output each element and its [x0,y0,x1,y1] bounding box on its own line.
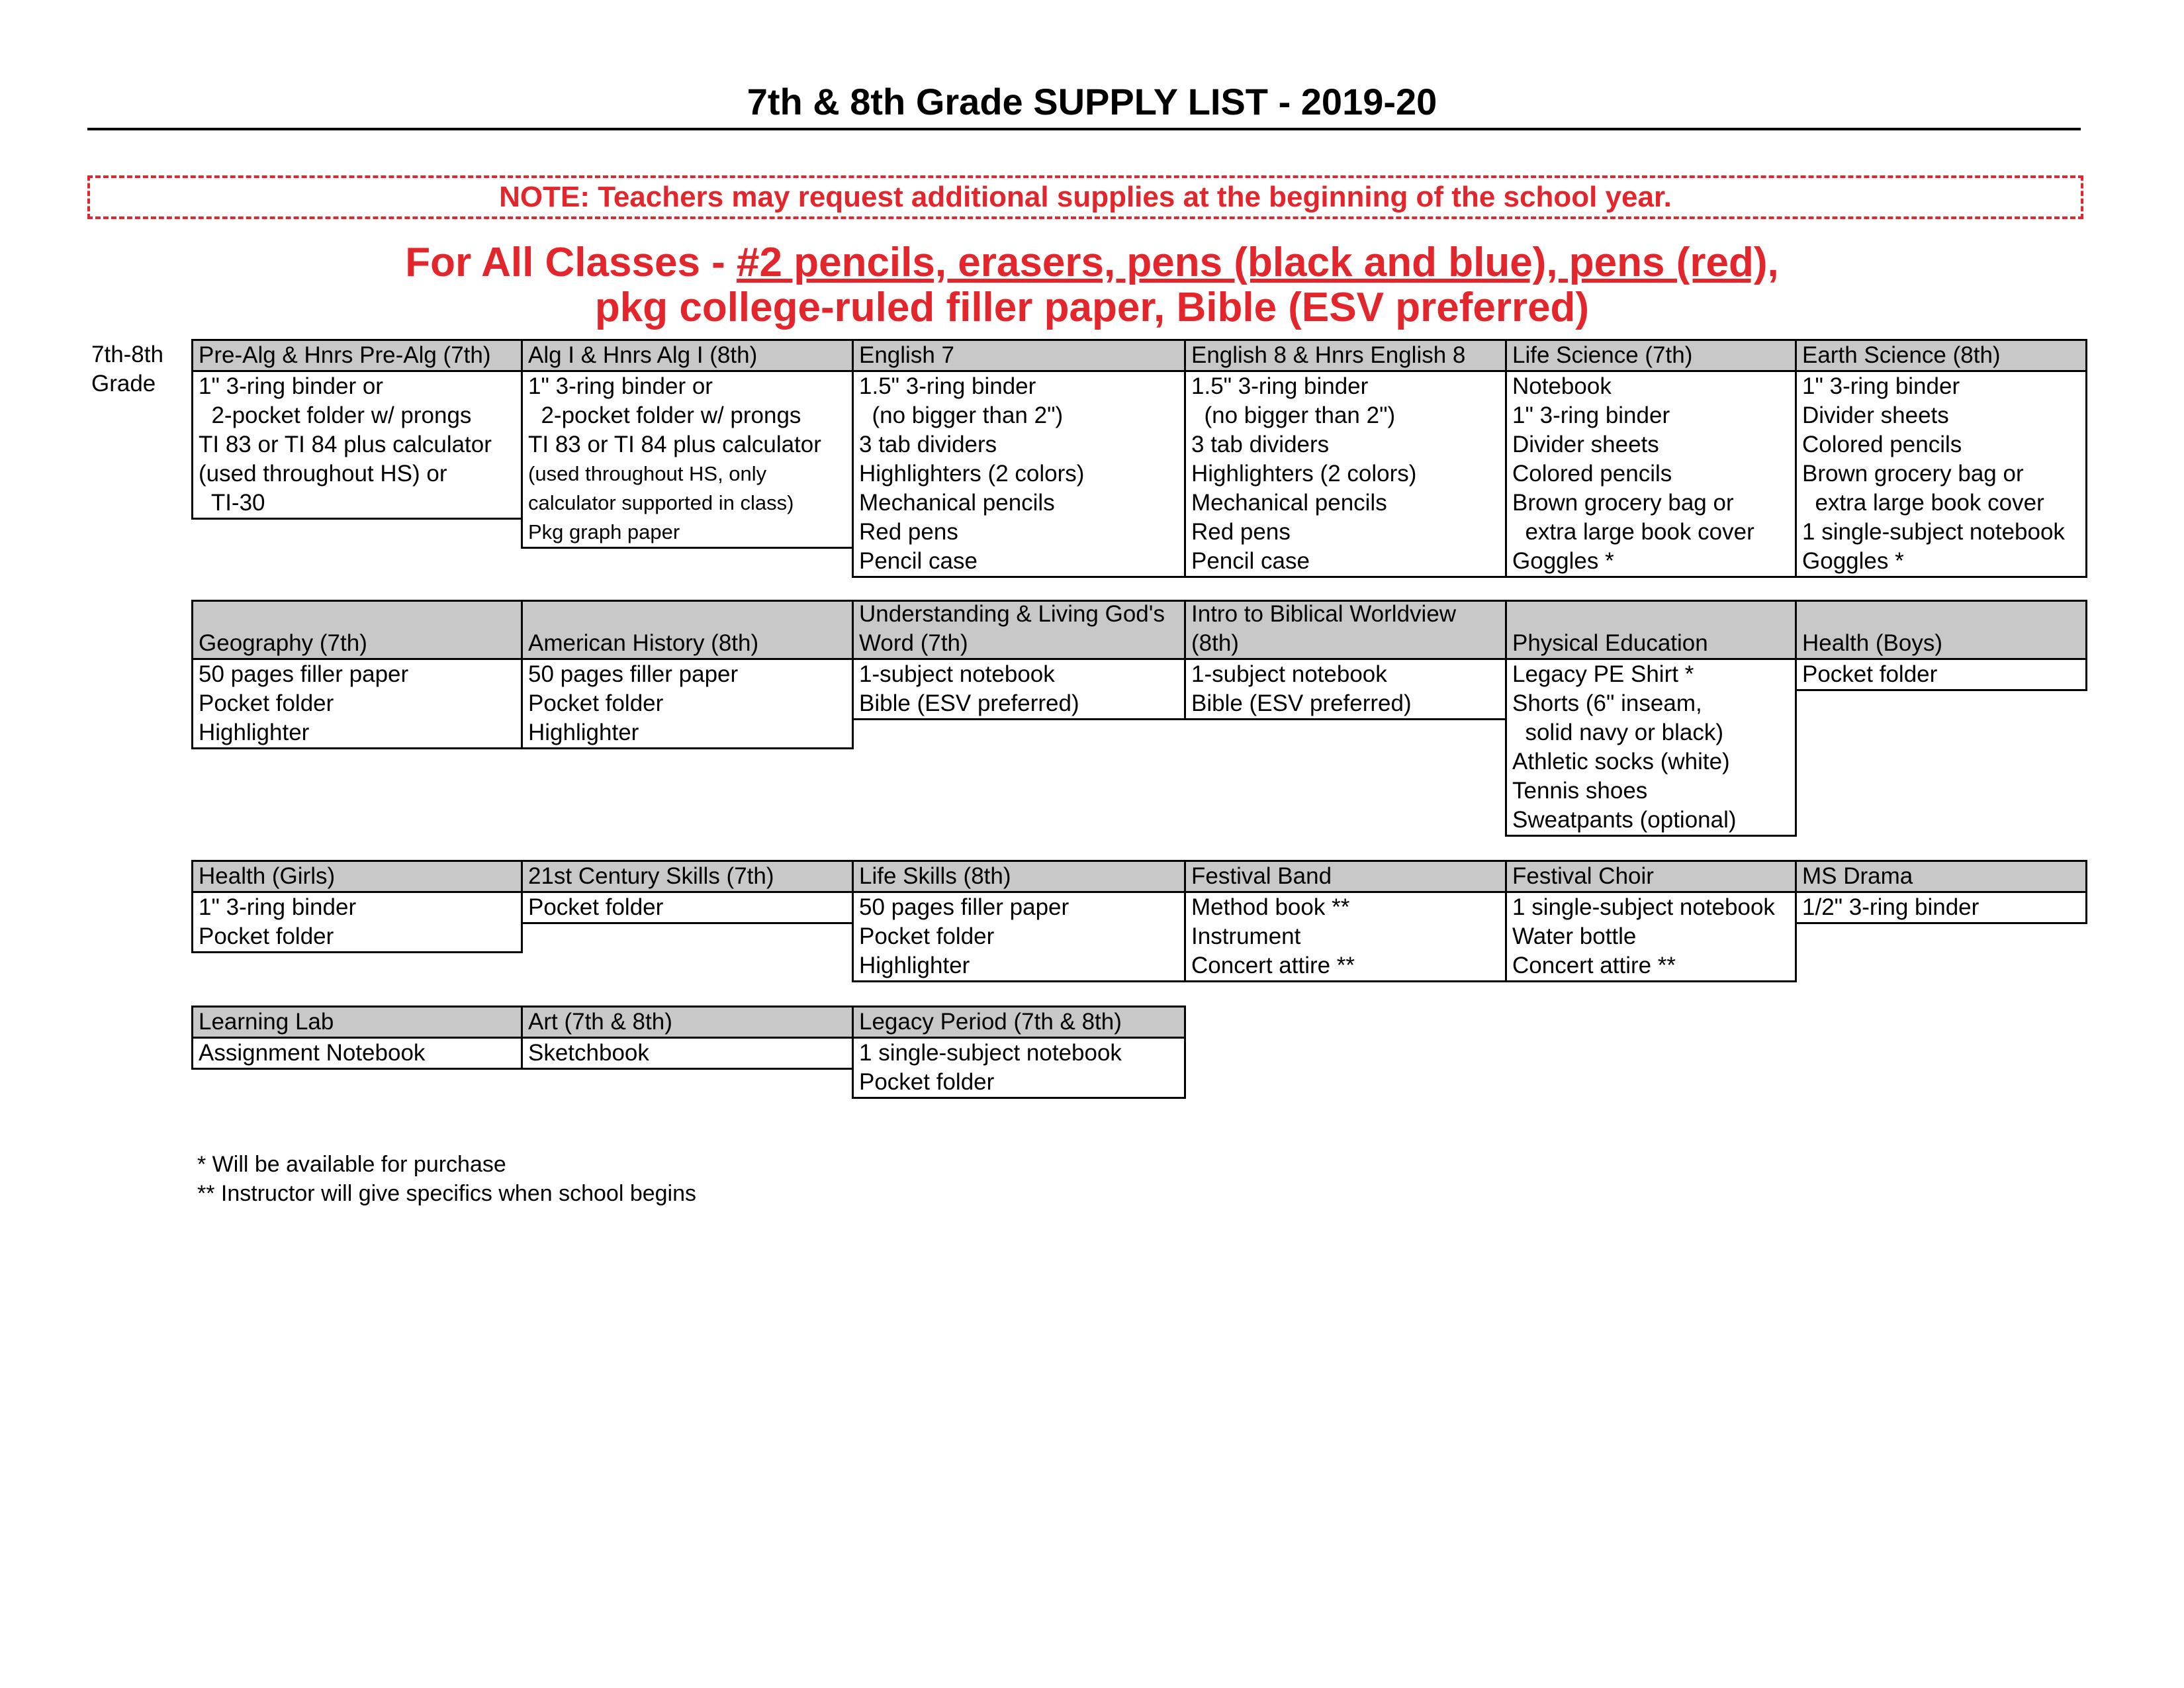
supply-item: Method book ** [1191,894,1350,920]
supply-items-list [1797,893,2085,922]
class-column-american-history-8th [521,600,854,749]
class-column-life-science-7th [1505,339,1797,578]
class-header-line: Legacy Period (7th & 8th) [859,1009,1122,1035]
supply-item: 1" 3-ring binder or [528,373,713,399]
supply-item: Assignment Notebook [199,1040,426,1066]
supply-items-list [1797,660,2085,689]
supply-item: Pencil case [1191,548,1310,574]
class-header [1186,341,1505,372]
class-header [193,602,521,660]
all-classes-prefix: For All Classes - [405,240,737,285]
supply-item: Pocket folder [1802,661,1938,687]
supply-item: (used throughout HS, only [528,462,767,485]
supply-items-list [1507,372,1795,576]
supply-item: 1" 3-ring binder [199,894,357,920]
supply-items-list [193,660,521,747]
supply-item: Goggles * [1512,548,1614,574]
class-header [523,602,852,660]
supply-item: Mechanical pencils [859,490,1055,516]
supply-item: 2-pocket folder w/ prongs [528,402,801,428]
class-header-line: Alg I & Hnrs Alg I (8th) [528,342,758,368]
class-header [854,862,1184,893]
supply-items-list [854,893,1184,980]
class-header-line: Geography (7th) [199,630,367,656]
supply-item: extra large book cover [1512,519,1754,545]
class-column-health-boys [1795,600,2087,691]
grade-label-line-1: 7th-8th [91,342,163,367]
supply-item: 3 tab dividers [1191,432,1330,457]
supply-item: 1.5" 3-ring binder [1191,373,1369,399]
all-classes-line-2: pkg college-ruled filler paper, Bible (ESV preferred) [594,285,1590,330]
class-column-physical-education [1505,600,1797,837]
supply-item: Pocket folder [859,923,995,949]
class-header [1507,862,1795,893]
supply-item: 50 pages filler paper [199,661,409,687]
class-header-line: Health (Boys) [1802,630,1943,656]
class-header-line: 21st Century Skills (7th) [528,863,774,889]
class-column-english-7 [852,339,1186,578]
class-column-festival-band [1184,860,1507,982]
class-header [1797,602,2085,660]
supply-item: Goggles * [1802,548,1904,574]
class-column-art-7th-8th [521,1006,854,1070]
class-column-pre-alg-hnrs-pre-alg-7th [191,339,523,520]
class-header [523,341,852,372]
supply-item: Highlighters (2 colors) [859,461,1085,487]
class-column-ms-drama [1795,860,2087,924]
supply-items-list [854,660,1184,718]
supply-item: Divider sheets [1802,402,1949,428]
class-header-line: Intro to Biblical Worldview [1191,602,1457,627]
supply-item: Legacy PE Shirt * [1512,661,1694,687]
class-header-line: Art (7th & 8th) [528,1009,672,1035]
supply-item: Instrument [1191,923,1301,949]
supply-item: Pocket folder [199,923,334,949]
supply-item: Pocket folder [528,690,664,716]
supply-item: Highlighter [859,953,970,978]
supply-item: 1-subject notebook [1191,661,1387,687]
supply-items-list [1186,372,1505,576]
class-column-geography-7th [191,600,523,749]
supply-item: 1" 3-ring binder [1802,373,1960,399]
class-column-english-8-hnrs-english-8 [1184,339,1507,578]
class-header [1186,862,1505,893]
class-header [854,1008,1184,1039]
class-column-legacy-period-7th-8th [852,1006,1186,1099]
class-header [1186,602,1505,660]
footnotes [197,1150,696,1208]
footnote-instructor-specifics: ** Instructor will give specifics when school begins [197,1181,697,1206]
supply-item: Mechanical pencils [1191,490,1387,516]
supply-item: Pocket folder [199,690,334,716]
supply-item: TI-30 [199,490,265,516]
supply-item: Brown grocery bag or [1802,461,2024,487]
supply-items-list [1186,893,1505,980]
class-header-line: Earth Science (8th) [1802,342,2001,368]
supply-items-list [523,660,852,747]
supply-item: Colored pencils [1802,432,1962,457]
class-header-line: Life Skills (8th) [859,863,1011,889]
supply-item: calculator supported in class) [528,491,794,514]
supply-items-list [193,893,521,951]
supply-item: Pkg graph paper [528,520,680,543]
supply-items-list [1186,660,1505,718]
supply-item: Divider sheets [1512,432,1659,457]
supply-item: Brown grocery bag or [1512,490,1734,516]
class-header [1507,602,1795,660]
supply-item: 2-pocket folder w/ prongs [199,402,472,428]
all-classes-underlined-items: #2 pencils, erasers, pens (black and blue), pens (red), [737,240,1779,285]
teacher-note-banner: NOTE: Teachers may request additional supplies at the beginning of the school year. [87,175,2083,219]
class-header [193,341,521,372]
supply-item: 1" 3-ring binder or [199,373,383,399]
supply-item: 50 pages filler paper [859,894,1069,920]
supply-items-list [523,372,852,547]
title-divider [87,128,2081,130]
class-column-21st-century-skills-7th [521,860,854,924]
class-header-line: Pre-Alg & Hnrs Pre-Alg (7th) [199,342,491,368]
class-header [854,341,1184,372]
supply-item: 1.5" 3-ring binder [859,373,1036,399]
class-header-line: Life Science (7th) [1512,342,1693,368]
supply-item: Sweatpants (optional) [1512,807,1737,833]
class-header-line: Physical Education [1512,630,1708,656]
class-column-understanding-living-god-s-word-7th [852,600,1186,720]
supply-item: (no bigger than 2") [1191,402,1396,428]
class-header [193,1008,521,1039]
supply-items-list [523,893,852,922]
grade-label [91,340,163,399]
class-header-line: Understanding & Living God's [859,602,1165,627]
supply-item: 1-subject notebook [859,661,1055,687]
supply-item: 1 single-subject notebook [859,1040,1122,1066]
footnote-available-for-purchase: * Will be available for purchase [197,1152,506,1177]
supply-item: 1 single-subject notebook [1802,519,2065,545]
class-header-line: MS Drama [1802,863,1913,889]
supply-item: 1 single-subject notebook [1512,894,1775,920]
class-header-line: American History (8th) [528,630,759,656]
class-column-intro-to-biblical-worldview-8th [1184,600,1507,720]
class-header [1797,862,2085,893]
supply-item: Bible (ESV preferred) [859,690,1079,716]
supply-items-list [523,1039,852,1068]
class-column-learning-lab [191,1006,523,1070]
class-header [193,862,521,893]
supply-item: Water bottle [1512,923,1637,949]
supply-item: 1/2" 3-ring binder [1802,894,1979,920]
class-header [1507,341,1795,372]
class-header-line: Festival Choir [1512,863,1654,889]
supply-item: Red pens [1191,519,1291,545]
supply-item: solid navy or black) [1512,720,1724,745]
supply-item: Pocket folder [528,894,664,920]
supply-item: (used throughout HS) or [199,461,447,487]
supply-item: Bible (ESV preferred) [1191,690,1412,716]
all-classes-line-1 [0,240,2184,285]
supply-item: Highlighter [199,720,310,745]
grade-label-line-2: Grade [91,371,156,397]
supply-item: Athletic socks (white) [1512,749,1730,774]
class-header [523,862,852,893]
supply-item: Concert attire ** [1512,953,1676,978]
class-header [1797,341,2085,372]
all-classes-supplies [0,240,2184,330]
supply-item: Highlighter [528,720,639,745]
supply-items-list [854,1039,1184,1097]
class-header [523,1008,852,1039]
supply-items-list [1507,893,1795,980]
class-header-line: Festival Band [1191,863,1332,889]
supply-item: Highlighters (2 colors) [1191,461,1417,487]
supply-item: Concert attire ** [1191,953,1355,978]
supply-item: Tennis shoes [1512,778,1648,804]
supply-item: Red pens [859,519,958,545]
class-column-festival-choir [1505,860,1797,982]
supply-item: Sketchbook [528,1040,649,1066]
class-header-line: Word (7th) [859,630,968,656]
class-header-line: English 8 & Hnrs English 8 [1191,342,1466,368]
supply-items-list [854,372,1184,576]
supply-items-list [193,372,521,518]
page-title: 7th & 8th Grade SUPPLY LIST - 2019-20 [747,81,1437,122]
class-column-life-skills-8th [852,860,1186,982]
supply-item: 3 tab dividers [859,432,997,457]
supply-item: 50 pages filler paper [528,661,739,687]
supply-item: (no bigger than 2") [859,402,1064,428]
supply-item: Shorts (6" inseam, [1512,690,1702,716]
supply-item: Pencil case [859,548,978,574]
supply-item: Colored pencils [1512,461,1672,487]
supply-items-list [1507,660,1795,835]
class-header-line: Learning Lab [199,1009,334,1035]
class-header-line: Health (Girls) [199,863,336,889]
class-column-earth-science-8th [1795,339,2087,578]
class-column-health-girls [191,860,523,953]
supply-items-list [1797,372,2085,576]
supply-item: Notebook [1512,373,1612,399]
class-column-alg-i-hnrs-alg-i-8th [521,339,854,549]
class-header [854,602,1184,660]
class-header-line: English 7 [859,342,954,368]
supply-item: Pocket folder [859,1069,995,1095]
class-header-line: (8th) [1191,630,1239,656]
supply-item: TI 83 or TI 84 plus calculator [528,432,821,457]
supply-item: TI 83 or TI 84 plus calculator [199,432,492,457]
supply-item: extra large book cover [1802,490,2044,516]
supply-items-list [193,1039,521,1068]
supply-item: 1" 3-ring binder [1512,402,1670,428]
